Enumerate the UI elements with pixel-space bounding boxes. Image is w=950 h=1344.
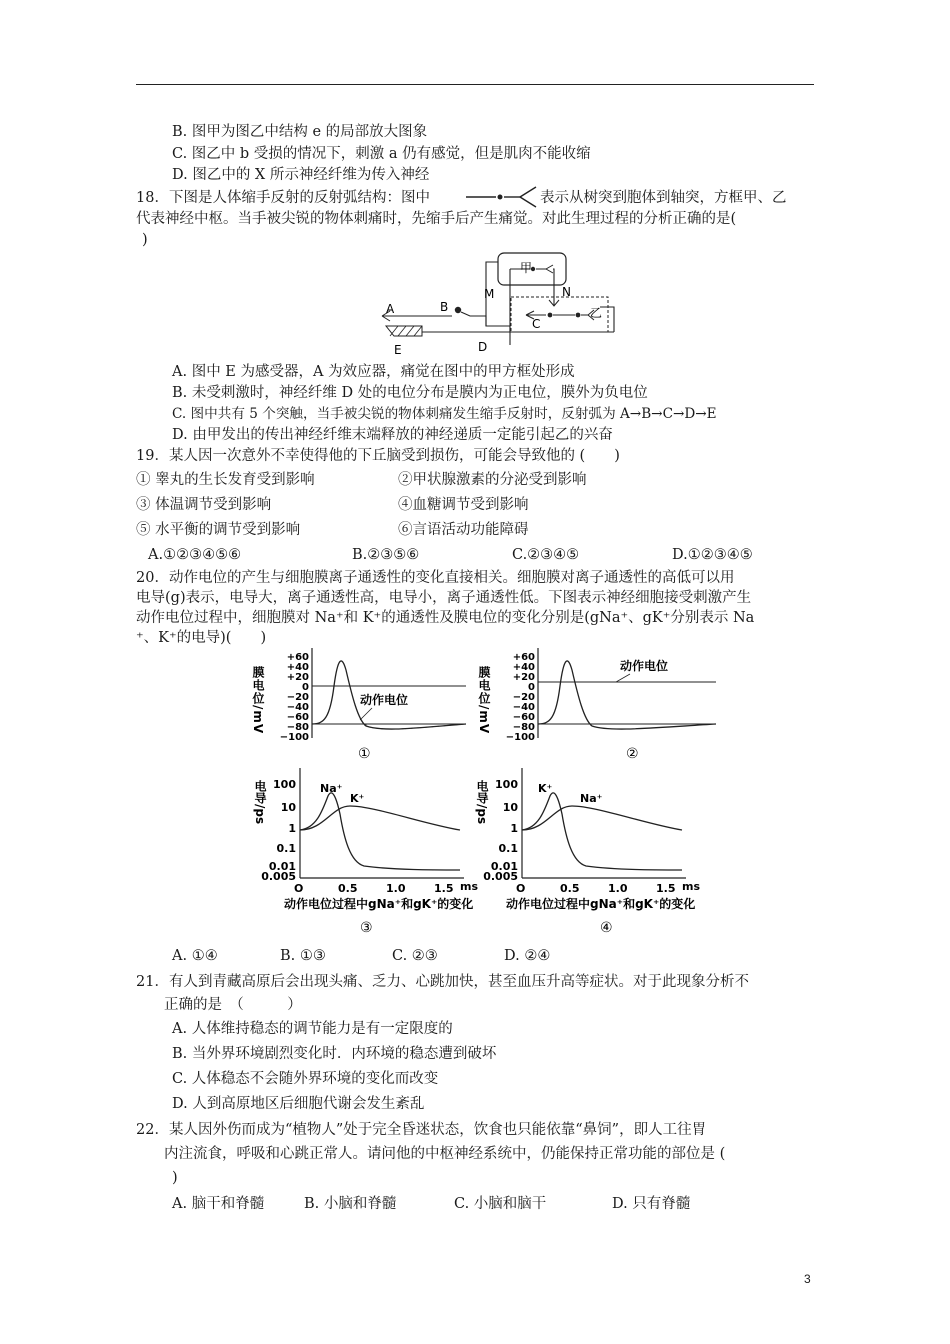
label-yi: 乙 [590, 306, 603, 320]
header-rule [136, 84, 814, 85]
ytick: 0.1 [498, 842, 518, 855]
label-c: C [532, 317, 541, 331]
xtick: 1.0 [386, 882, 406, 895]
figure-num-4: ④ [600, 920, 613, 936]
q22-option-d: D. 只有脊髓 [612, 1196, 691, 1212]
figure-num-3: ③ [360, 920, 373, 936]
na-label: Na⁺ [580, 792, 603, 805]
q19-item-6: ⑥言语活动功能障碍 [398, 522, 529, 538]
ytick: 10 [280, 801, 296, 814]
ytick: −20 [286, 692, 309, 703]
q22-option-c: C. 小脑和脑干 [454, 1196, 547, 1212]
ytick: −60 [512, 712, 535, 723]
caption-3: 动作电位过程中gNa⁺和gK⁺的变化 [284, 897, 474, 911]
xunit: ms [460, 880, 479, 893]
q19-item-5: ⑤ 水平衡的调节受到影响 [136, 522, 301, 538]
ytick: 1 [288, 822, 296, 835]
ytick: −40 [286, 702, 309, 713]
xtick: O [294, 882, 304, 895]
q20-option-d: D. ②④ [504, 948, 551, 964]
q20-stem-line2: 电导(g)表示，电导大，离子通透性高，电导小，离子通透性低。下图表示神经细胞接受刺激产生 [136, 590, 752, 606]
q21-option-b: B. 当外界环境剧烈变化时．内环境的稳态遭到破坏 [172, 1046, 497, 1062]
xtick: 1.5 [656, 882, 676, 895]
ytick: 0.005 [483, 870, 518, 883]
ytick: 100 [495, 778, 518, 791]
q19-item-4: ④血糖调节受到影响 [398, 497, 529, 513]
label-e: E [394, 343, 402, 357]
q20-stem-line1: 20．动作电位的产生与细胞膜离子通透性的变化直接相关。细胞膜对离子通透性的高低可以用 [136, 570, 735, 586]
label-b: B [440, 300, 449, 314]
conductance-chart-4 [476, 766, 716, 942]
label-n: N [562, 285, 571, 299]
ytick: 100 [273, 778, 296, 791]
ylabel-1: 膜电位/mV [251, 666, 265, 735]
neuron-symbol-icon [462, 184, 538, 210]
q17-option-b: B. 图甲为图乙中结构 e 的局部放大图象 [172, 124, 428, 140]
q21-stem-line2: 正确的是 （ ） [164, 997, 302, 1013]
ytick: 0.01 [490, 860, 518, 873]
q18-option-d: D. 由甲发出的传出神经纤维末端释放的神经递质一定能引起乙的兴奋 [172, 427, 613, 443]
q19-stem: 19．某人因一次意外不幸使得他的下丘脑受到损伤，可能会导致他的 ( ) [136, 448, 620, 464]
curve-label-1: 动作电位 [360, 693, 409, 707]
label-d: D [478, 340, 488, 354]
membrane-potential-chart-1 [251, 646, 474, 766]
q22-stem-line2: 内注流食，呼吸和心跳正常人。请问他的中枢神经系统中，仍能保持正常功能的部位是 ( [164, 1146, 726, 1162]
q20-option-c: C. ②③ [392, 948, 438, 964]
q22-stem-line3: ) [172, 1170, 178, 1186]
q18-stem-line2: 代表神经中枢。当手被尖锐的物体刺痛时，先缩手后产生痛觉。对此生理过程的分析正确的是( [136, 211, 737, 227]
q22-option-b: B. 小脑和脊髓 [304, 1196, 397, 1212]
q21-stem-line1: 21．有人到青藏高原后会出现头痛、乏力、心跳加快，甚至血压升高等症状。对于此现象分析不 [136, 974, 749, 990]
k-curve [300, 806, 460, 830]
ytick: 0 [528, 682, 535, 693]
q20-option-a: A. ①④ [172, 948, 218, 964]
ytick: 0.1 [276, 842, 296, 855]
q19-option-c: C.②③④⑤ [512, 547, 580, 563]
caption-4: 动作电位过程中gNa⁺和gK⁺的变化 [506, 897, 696, 911]
ytick: +20 [512, 672, 535, 683]
q18-option-a: A. 图中 E 为感受器，A 为效应器，痛觉在图中的甲方框处形成 [172, 364, 575, 380]
q21-option-a: A. 人体维持稳态的调节能力是有一定限度的 [172, 1021, 453, 1037]
na-curve [522, 806, 682, 830]
ytick: +20 [286, 672, 309, 683]
q20-stem-line4: ⁺、K⁺的电导)( ) [136, 630, 267, 646]
ytick: −40 [512, 702, 535, 713]
q22-stem-line1: 22．某人因外伤而成为“植物人”处于完全昏迷状态，饮食也只能依靠“鼻饲”，即人工往胃 [136, 1122, 707, 1138]
ytick: 10 [502, 801, 518, 814]
q20-stem-line3: 动作电位过程中，细胞膜对 Na⁺和 K⁺的通透性及膜电位的变化分别是(gNa⁺、gK⁺分别表示 Na [136, 610, 755, 626]
figure-num-2: ② [626, 746, 639, 762]
na-curve [300, 793, 460, 870]
q19-option-a: A.①②③④⑤⑥ [148, 547, 242, 563]
q18-stem-part2: 表示从树突到胞体到轴突，方框甲、乙 [540, 190, 787, 206]
q22-option-a: A. 脑干和脊髓 [172, 1196, 265, 1212]
xunit: ms [682, 880, 701, 893]
ytick: +40 [512, 662, 535, 673]
ytick: 0.005 [261, 870, 296, 883]
label-a: A [386, 302, 395, 316]
q19-item-1: ① 睾丸的生长发育受到影响 [136, 472, 315, 488]
q21-option-d: D. 人到高原地区后细胞代谢会发生紊乱 [172, 1096, 425, 1112]
q17-option-d: D. 图乙中的 X 所示神经纤维为传入神经 [172, 167, 430, 183]
q18-stem-part1: 18．下图是人体缩手反射的反射弧结构：图中 [136, 190, 430, 206]
ytick: −20 [512, 692, 535, 703]
na-label: Na⁺ [320, 782, 343, 795]
q19-option-d: D.①②③④⑤ [672, 547, 753, 563]
ytick: +60 [512, 652, 535, 663]
ytick: −80 [286, 722, 309, 733]
q19-item-2: ②甲状腺激素的分泌受到影响 [398, 472, 587, 488]
ytick: 0 [302, 682, 309, 693]
conductance-chart-3 [254, 766, 484, 942]
ytick: 0.01 [268, 860, 296, 873]
figure-num-1: ① [358, 746, 371, 762]
q20-option-b: B. ①③ [280, 948, 326, 964]
ytick: −100 [505, 732, 535, 743]
q18-stem-line3: ) [142, 232, 148, 248]
q17-option-c: C. 图乙中 b 受损的情况下，刺激 a 仍有感觉，但是肌肉不能收缩 [172, 146, 591, 162]
q18-option-b: B. 未受刺激时，神经纤维 D 处的电位分布是膜内为正电位，膜外为负电位 [172, 385, 648, 401]
q19-option-b: B.②③⑤⑥ [352, 547, 420, 563]
k-label: K⁺ [350, 792, 365, 805]
ytick: −60 [286, 712, 309, 723]
ytick: 1 [510, 822, 518, 835]
xtick: 1.5 [434, 882, 454, 895]
xtick: 1.0 [608, 882, 628, 895]
membrane-potential-chart-2 [477, 646, 720, 766]
q21-option-c: C. 人体稳态不会随外界环境的变化而改变 [172, 1071, 439, 1087]
ytick: +60 [286, 652, 309, 663]
ylabel-4: 电导/ps [475, 780, 489, 825]
ytick: −100 [279, 732, 309, 743]
ytick: +40 [286, 662, 309, 673]
q19-item-3: ③ 体温调节受到影响 [136, 497, 272, 513]
xtick: 0.5 [338, 882, 358, 895]
k-label: K⁺ [538, 782, 553, 795]
q18-option-c: C. 图中共有 5 个突触，当手被尖锐的物体刺痛发生缩手反射时，反射弧为 A→B→C→D→E [172, 406, 717, 422]
xtick: 0.5 [560, 882, 580, 895]
reflex-arc-diagram [370, 250, 630, 358]
page-number: 3 [804, 1272, 811, 1286]
curve-label-2: 动作电位 [620, 659, 669, 673]
label-jia: 甲 [520, 261, 533, 275]
ylabel-2: 膜电位/mV [477, 666, 491, 735]
ytick: −80 [512, 722, 535, 733]
ylabel-3: 电导/ps [253, 780, 267, 825]
label-m: M [484, 287, 495, 301]
xtick: O [516, 882, 526, 895]
